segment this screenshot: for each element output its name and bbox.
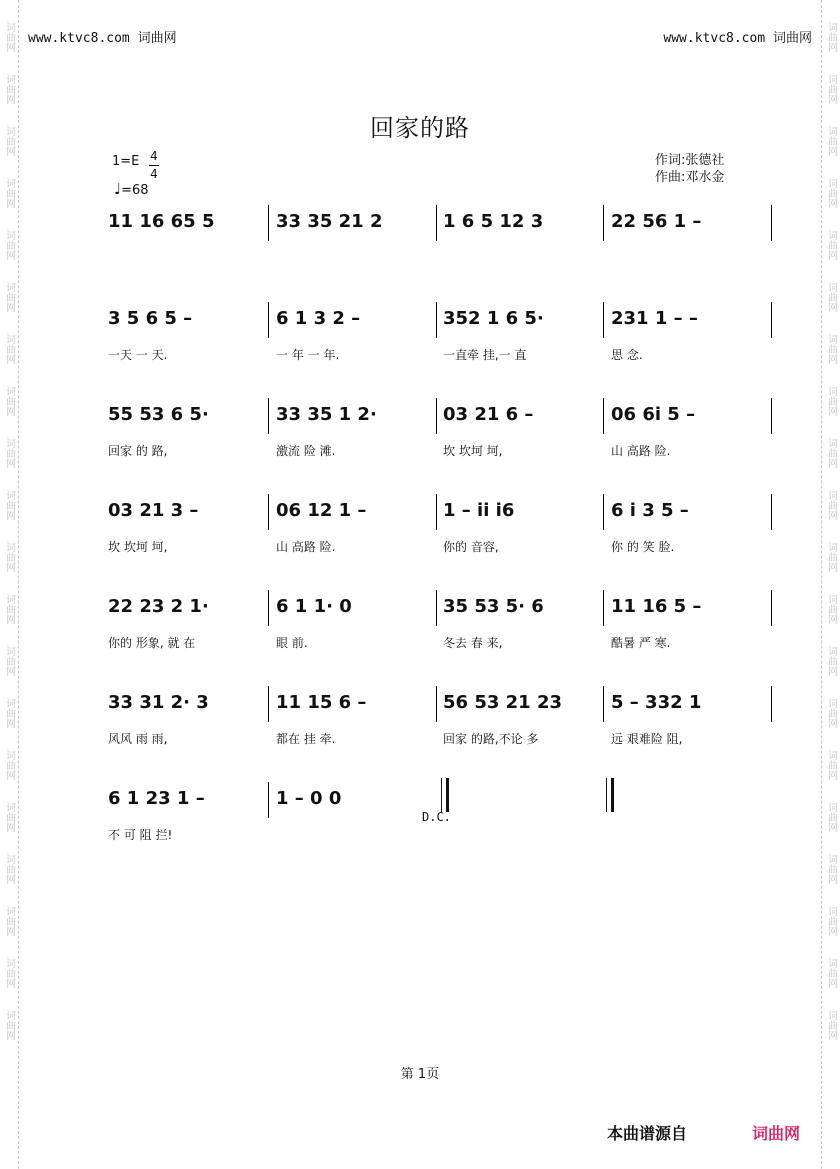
measure-notes: 5 – 332 1 [611,692,702,713]
measure-notes: 6 1 1· 0 [276,596,352,617]
measure-notes: 56 53 21 23 [443,692,562,713]
measure-lyrics: 坎 坎坷 坷, [443,444,503,458]
measure-lyrics: 你 的 笑 脸. [611,540,675,554]
brand-logo-text[interactable]: 词曲网 [752,1124,801,1143]
score-row [108,686,753,746]
barline [436,398,437,434]
quarter-note-icon: ♩ [114,180,122,198]
watermark-text: 词曲网 [825,178,837,208]
header-left-url[interactable] [28,27,177,46]
watermark-text: 词曲网 [3,802,15,832]
measure-notes: 33 35 21 2 [276,211,383,232]
measure-notes: 231 1 – – [611,308,698,329]
tempo-marking [114,180,149,198]
score-row [108,205,753,265]
measure [108,398,268,458]
barline [603,494,604,530]
measure-lyrics: 不 可 阻 拦! [108,828,173,842]
watermark-text: 词曲网 [3,126,15,156]
barline [268,205,269,241]
measure [108,494,268,554]
key-signature: 1=E [112,154,140,169]
watermark-text: 词曲网 [3,230,15,260]
measure-notes: 3 5 6 5 – [108,308,193,329]
measure-lyrics: 一天 一 天. [108,348,168,362]
measure [108,782,268,842]
final-double-barline-dc [441,778,449,812]
measure [108,205,268,243]
watermark-text: 词曲网 [3,594,15,624]
barline [603,205,604,241]
measure [443,590,603,650]
watermark-text: 词曲网 [3,282,15,312]
measure-notes: 1 6 5 12 3 [443,211,544,232]
header-right-site-name: 词曲网 [772,31,812,46]
final-double-barline-end [606,778,614,812]
score-row [108,302,753,362]
measure-lyrics: 都在 挂 牵. [276,732,336,746]
measure-lyrics: 思 念. [611,348,643,362]
watermark-text: 词曲网 [3,22,15,52]
measure-notes: 22 56 1 – [611,211,702,232]
measure [611,590,771,650]
watermark-text: 词曲网 [3,906,15,936]
barline [436,205,437,241]
barline [436,494,437,530]
measure [108,302,268,362]
barline [603,590,604,626]
measure-notes: 35 53 5· 6 [443,596,544,617]
measure-lyrics: 山 高路 险. [276,540,336,554]
barline [771,686,772,722]
measure-notes: 1 – 0 0 [276,788,342,809]
watermark-text: 词曲网 [825,542,837,572]
measure-notes: 6 i 3 5 – [611,500,689,521]
barline [268,686,269,722]
watermark-text: 词曲网 [3,750,15,780]
watermark-text: 词曲网 [825,74,837,104]
measure-notes: 33 35 1 2· [276,404,377,425]
da-capo-mark: D.C. [422,810,451,824]
score-row [108,590,753,650]
measure [276,590,436,650]
barline [436,302,437,338]
watermark-text: 词曲网 [825,126,837,156]
measure-lyrics: 山 高路 险. [611,444,671,458]
measure-notes: 33 31 2· 3 [108,692,209,713]
barline [771,302,772,338]
watermark-text: 词曲网 [3,178,15,208]
measure-lyrics: 你的 音容, [443,540,499,554]
watermark-text: 词曲网 [825,22,837,52]
header-right-url-text: www.ktvc8.com [663,31,766,46]
barline [436,590,437,626]
measure [611,398,771,458]
measure-notes: 6 1 23 1 – [108,788,205,809]
measure [108,590,268,650]
measure [443,494,603,554]
barline [771,398,772,434]
watermark-text: 词曲网 [825,490,837,520]
watermark-text: 词曲网 [3,854,15,884]
measure-notes: 03 21 6 – [443,404,534,425]
time-signature [148,148,160,183]
measure-notes: 352 1 6 5· [443,308,544,329]
measure-notes: 22 23 2 1· [108,596,209,617]
barline [268,302,269,338]
watermark-text: 词曲网 [3,438,15,468]
measure-notes: 11 15 6 – [276,692,367,713]
measure-lyrics: 一直牵 挂,一 直 [443,348,527,362]
watermark-text: 词曲网 [825,230,837,260]
barline [268,398,269,434]
measure-lyrics: 风风 雨 雨, [108,732,168,746]
barline [603,302,604,338]
left-watermark-strip [0,0,19,1169]
page-number: 第 1页 [400,1067,440,1082]
measure [108,686,268,746]
barline [436,686,437,722]
measure [611,494,771,554]
watermark-text: 词曲网 [3,74,15,104]
score-row [108,398,753,458]
watermark-text: 词曲网 [825,334,837,364]
credits [655,152,724,186]
measure-notes: 55 53 6 5· [108,404,209,425]
header-left-site-name: 词曲网 [137,31,177,46]
measure [611,205,771,243]
measure [443,686,603,746]
measure-lyrics: 坎 坎坷 坷, [108,540,168,554]
source-label: 本曲谱源自 [607,1124,688,1143]
time-signature-bottom: 4 [150,167,158,181]
measure [276,302,436,362]
measure-lyrics: 眼 前. [276,636,308,650]
measure [611,302,771,362]
watermark-text: 词曲网 [3,542,15,572]
watermark-text: 词曲网 [3,646,15,676]
measure-notes: 11 16 5 – [611,596,702,617]
right-watermark-strip [821,0,840,1169]
watermark-text: 词曲网 [825,802,837,832]
measure-notes: 06 12 1 – [276,500,367,521]
song-title: 回家的路 [370,114,470,142]
barline [268,494,269,530]
measure [611,686,771,746]
measure-notes: 1 – ii i6 [443,500,515,521]
watermark-text: 词曲网 [825,438,837,468]
barline [603,398,604,434]
tempo-value: =68 [121,183,149,198]
watermark-text: 词曲网 [825,1010,837,1040]
barline [268,590,269,626]
watermark-text: 词曲网 [825,594,837,624]
measure [443,205,603,243]
measure-lyrics: 你的 形象, 就 在 [108,636,196,650]
measure-lyrics: 回家 的 路, [108,444,168,458]
barline [603,686,604,722]
watermark-text: 词曲网 [3,1010,15,1040]
watermark-text: 词曲网 [3,334,15,364]
measure [443,398,603,458]
watermark-text: 词曲网 [825,906,837,936]
watermark-text: 词曲网 [825,854,837,884]
watermark-text: 词曲网 [825,698,837,728]
watermark-text: 词曲网 [3,386,15,416]
measure [276,398,436,458]
watermark-text: 词曲网 [825,958,837,988]
watermark-text: 词曲网 [3,490,15,520]
measure-notes: 11 16 65 5 [108,211,215,232]
barline [771,494,772,530]
watermark-text: 词曲网 [825,282,837,312]
measure-lyrics: 一 年 一 年. [276,348,340,362]
measure [276,686,436,746]
measure-notes: 06 6i 5 – [611,404,696,425]
measure-lyrics: 冬去 春 来, [443,636,503,650]
barline [268,782,269,818]
measure [443,302,603,362]
barline [771,590,772,626]
measure-notes: 03 21 3 – [108,500,199,521]
watermark-text: 词曲网 [825,646,837,676]
measure-lyrics: 激流 险 滩. [276,444,336,458]
header-right-url[interactable] [663,27,812,46]
lyricist: 作词:张德社 [655,153,725,168]
watermark-text: 词曲网 [825,386,837,416]
watermark-text: 词曲网 [825,750,837,780]
measure-lyrics: 回家 的路,不论 多 [443,732,539,746]
barline [771,205,772,241]
watermark-text: 词曲网 [3,698,15,728]
watermark-text: 词曲网 [3,958,15,988]
measure [276,782,436,820]
measure-lyrics: 远 艰难险 阻, [611,732,683,746]
measure [276,494,436,554]
score-row [108,494,753,554]
composer: 作曲:邓水金 [655,170,725,185]
measure [276,205,436,243]
time-signature-top: 4 [150,149,158,163]
measure-notes: 6 1 3 2 – [276,308,361,329]
header-left-url-text: www.ktvc8.com [28,31,130,46]
measure-lyrics: 酷暑 严 寒. [611,636,671,650]
